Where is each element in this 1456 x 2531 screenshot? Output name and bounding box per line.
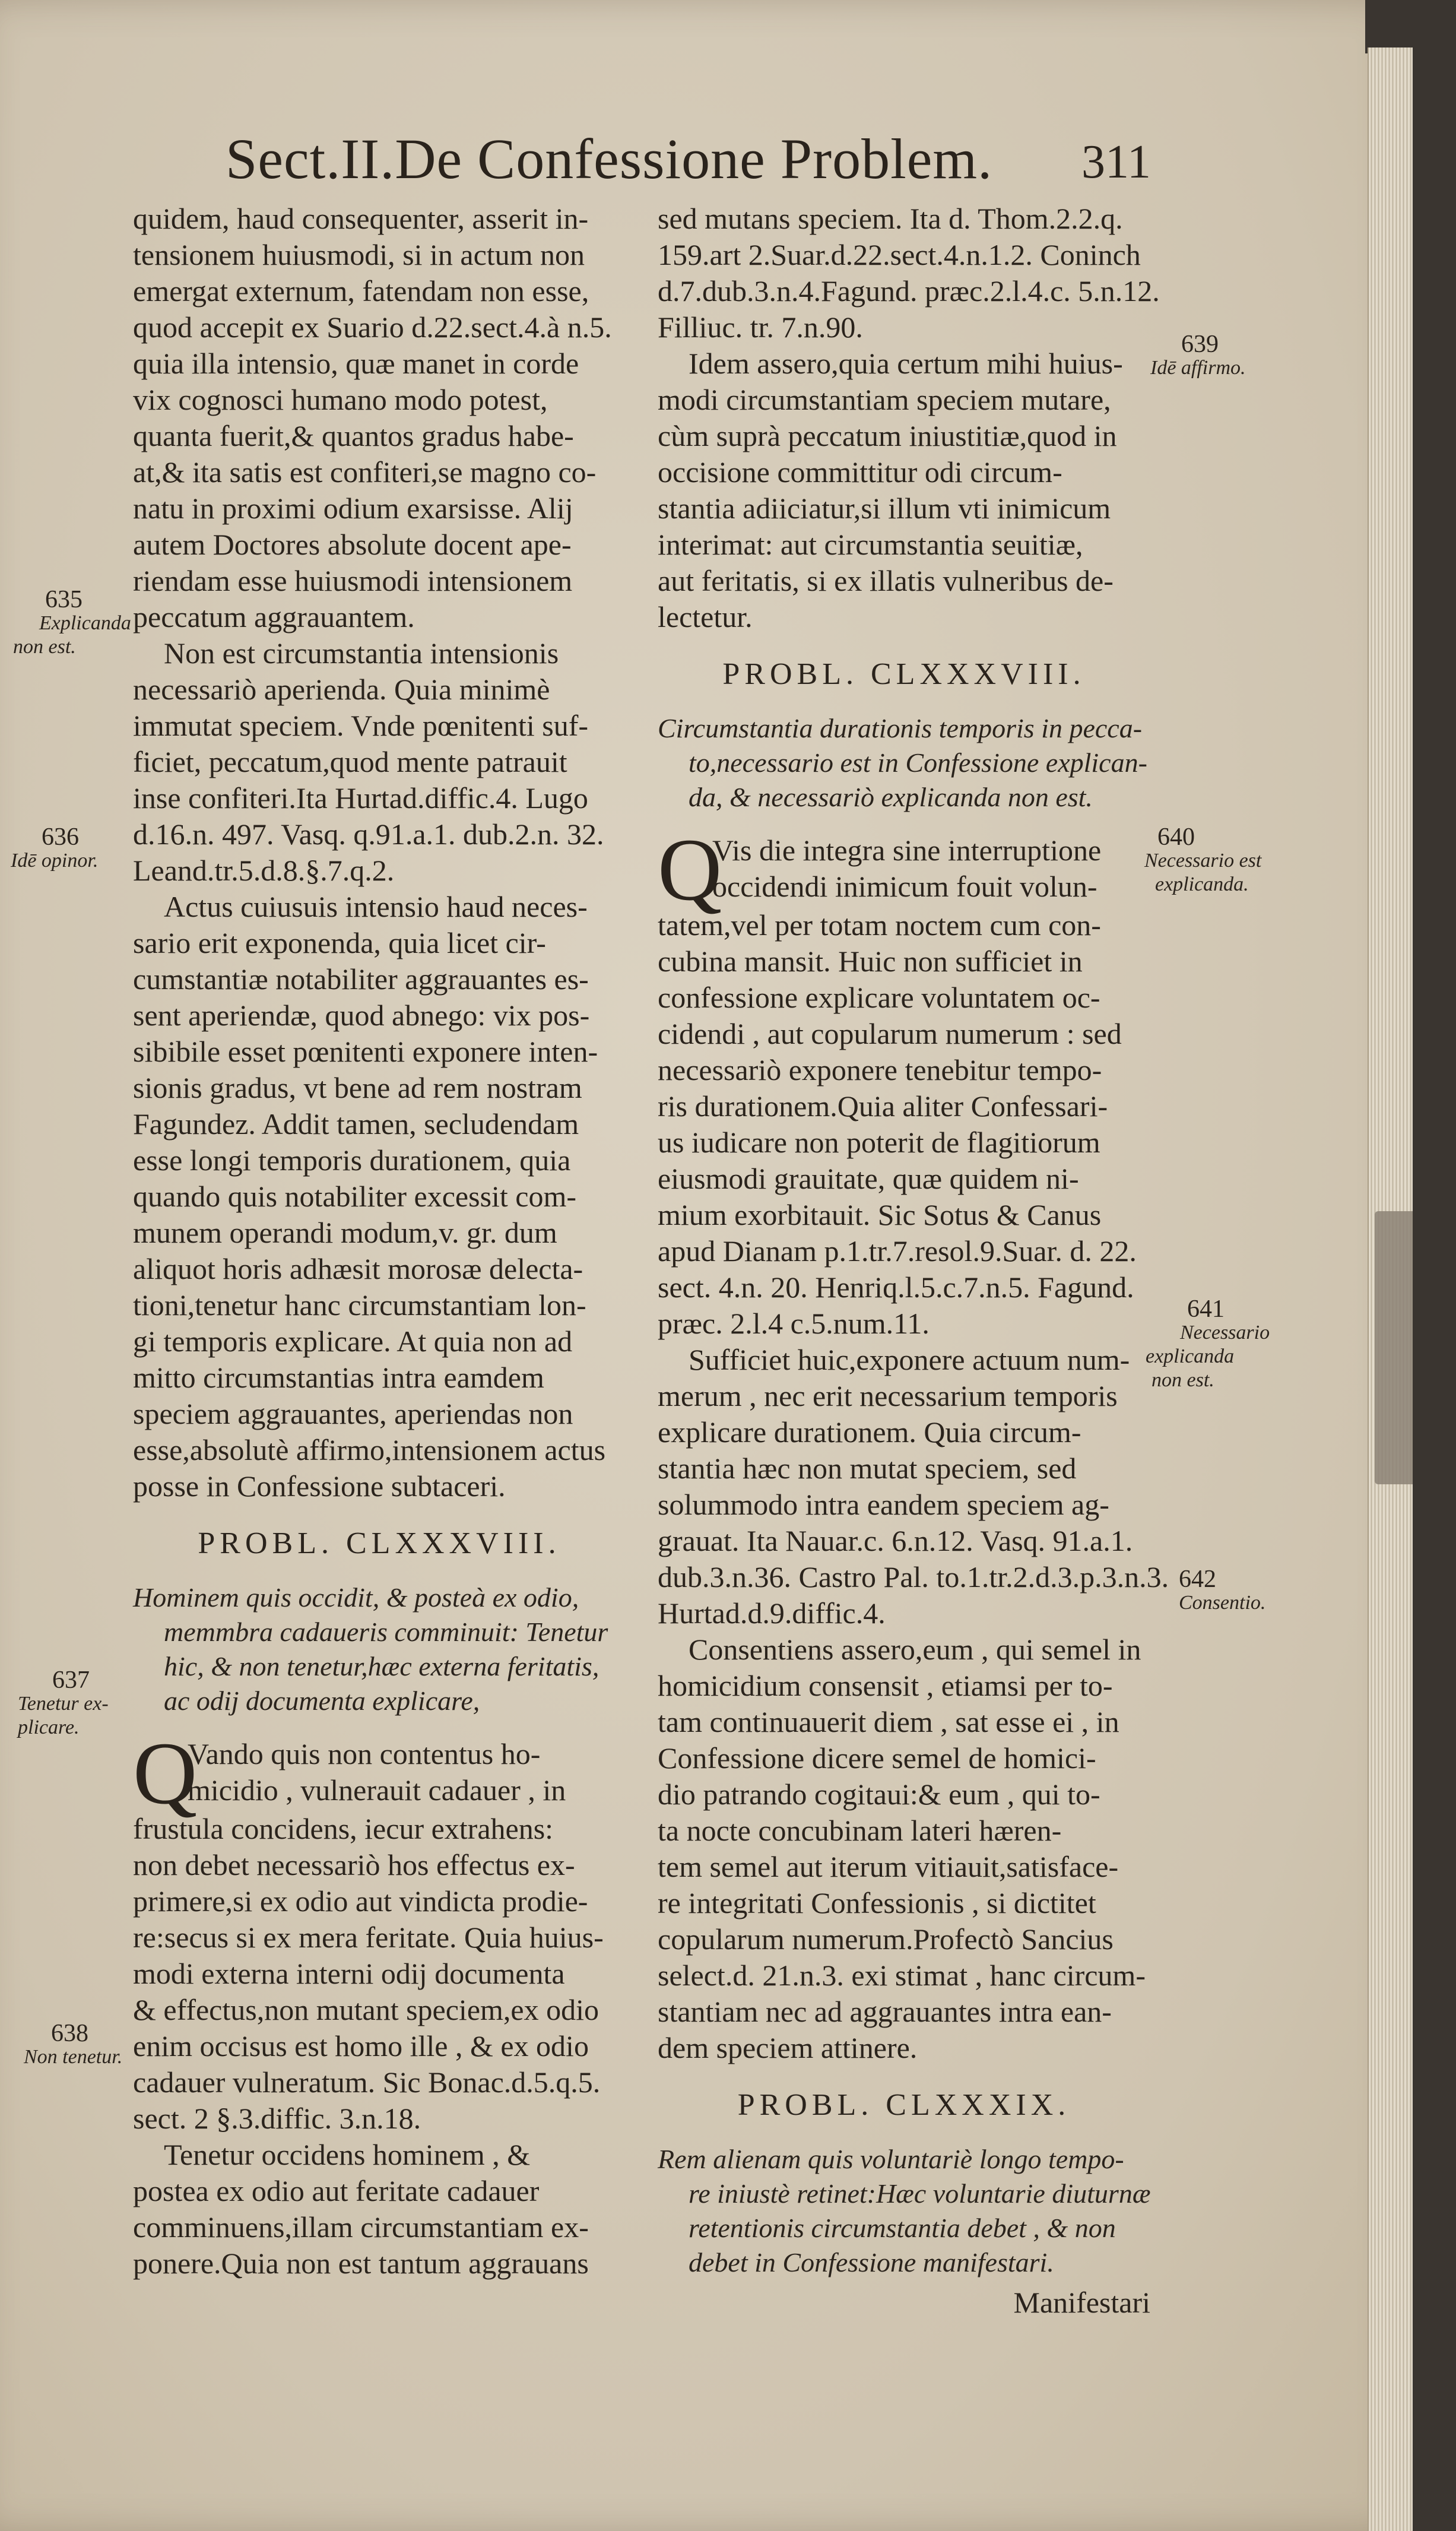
text-line: at,& ita satis est confiteri,se magno co- <box>133 455 597 489</box>
text-line: micidio , vulnerauit cadauer , in <box>188 1773 566 1807</box>
text-line: dio patrando cogitaui:& eum , qui to- <box>658 1778 1100 1811</box>
note-line: Idē opinor. <box>11 850 99 872</box>
text-line: cadauer vulneratum. Sic Bonac.d.5.q.5. <box>133 2066 601 2099</box>
summary-line: to,necessario est in Confessione explican- <box>689 747 1147 778</box>
text-line: quod accepit ex Suario d.22.sect.4.à n.5. <box>133 311 612 344</box>
summary-line: memmbra cadaueris comminuit: Tenetur <box>164 1617 608 1647</box>
text-line: Sufficiet huic,exponere actuum num- <box>689 1343 1130 1376</box>
text-line: stantiam nec ad aggrauantes intra ean- <box>658 1995 1112 2028</box>
margin-note-640 <box>1144 825 1261 897</box>
left-para-a <box>133 201 626 635</box>
note-line: Tenetur ex- <box>18 1693 109 1715</box>
summary-line: debet in Confessione manifestari. <box>689 2247 1054 2277</box>
text-line: primere,si ex odio aut vindicta prodie- <box>133 1884 588 1918</box>
text-line: cubina mansit. Huic non sufficiet in <box>658 945 1083 978</box>
text-line: solummodo intra eandem speciem ag- <box>658 1488 1109 1521</box>
text-line: occidendi inimicum fouit volun- <box>712 870 1097 903</box>
text-line: quia illa intensio, quæ manet in corde <box>133 347 579 380</box>
text-line: copularum numerum.Profectò Sancius <box>658 1922 1114 1956</box>
text-line: speciem aggrauantes, aperiendas non <box>133 1397 573 1430</box>
text-line: necessariò exponere tenebitur tempo- <box>658 1053 1102 1086</box>
text-line: emergat externum, fatendam non esse, <box>133 274 589 308</box>
text-line: ponere.Quia non est tantum aggrauans <box>133 2247 589 2280</box>
text-line: quidem, haud consequenter, asserit in- <box>133 202 589 235</box>
text-line: tensionem huiusmodi, si in actum non <box>133 238 585 271</box>
text-line: mitto circumstantias intra eamdem <box>133 1361 544 1394</box>
text-line: & effectus,non mutant speciem,ex odio <box>133 1993 599 2026</box>
text-line: explicare durationem. Quia circum- <box>658 1415 1081 1449</box>
page-number: 311 <box>1081 136 1152 188</box>
spacer <box>658 815 1150 832</box>
right-para-e <box>658 1632 1150 2066</box>
text-line: natu in proximi odium exarsisse. Alij <box>133 492 573 525</box>
text-line: dub.3.n.36. Castro Pal. to.1.tr.2.d.3.p.3.n.3. <box>658 1560 1169 1594</box>
text-line: Consentiens assero,eum , qui semel in <box>689 1633 1141 1666</box>
note-line: Necessario est <box>1144 850 1262 872</box>
note-number: 635 <box>45 586 83 613</box>
text-line: peccatum aggrauantem. <box>133 600 415 633</box>
text-line: tatem,vel per totam noctem cum con- <box>658 908 1101 942</box>
margin-note-636 <box>11 825 98 873</box>
problem-heading: PROBL. CLXXXIX. <box>737 2088 1071 2122</box>
note-line: Non tenetur. <box>24 2046 123 2068</box>
text-line: sect. 4.n. 20. Henriq.l.5.c.7.n.5. Fagund. <box>658 1271 1134 1304</box>
text-line: mium exorbitauit. Sic Sotus & Canus <box>658 1198 1102 1231</box>
note-line: Idē affirmo. <box>1150 357 1246 379</box>
text-line: autem Doctores absolute docent ape- <box>133 528 572 561</box>
problem-summary <box>658 2142 1150 2280</box>
text-line: postea ex odio aut feritate cadauer <box>133 2174 540 2207</box>
note-number: 641 <box>1187 1295 1225 1323</box>
note-number: 638 <box>51 2020 88 2047</box>
text-line: re:secus si ex mera feritate. Quia huius- <box>133 1921 604 1954</box>
text-line: cùm suprà peccatum iniustitiæ,quod in <box>658 419 1117 452</box>
note-number: 637 <box>52 1667 90 1694</box>
text-line: merum , nec erit necessarium temporis <box>658 1379 1118 1412</box>
text-line: apud Dianam p.1.tr.7.resol.9.Suar. d. 22. <box>658 1234 1137 1268</box>
text-line: ficiet, peccatum,quod mente patrauit <box>133 745 567 778</box>
note-line: explicanda <box>1146 1345 1235 1367</box>
right-column <box>658 201 1169 2321</box>
left-column <box>133 201 626 2282</box>
binding-strap <box>1375 1211 1413 1484</box>
right-para-b <box>658 346 1150 635</box>
problem-summary <box>133 1580 626 1718</box>
note-number: 642 <box>1179 1566 1216 1593</box>
text-line: munem operandi modum,v. gr. dum <box>133 1216 557 1249</box>
text-line: esse,absolutè affirmo,intensionem actus <box>133 1433 606 1466</box>
text-line: frustula concidens, iecur extrahens: <box>133 1812 554 1845</box>
text-line: re integritati Confessionis , si dictitet <box>658 1886 1096 1919</box>
text-line: immutat speciem. Vnde pœnitenti suf- <box>133 709 588 742</box>
text-line: necessariò aperienda. Quia minimè <box>133 673 550 706</box>
drop-capital: Q <box>658 821 722 919</box>
note-line: Consentio. <box>1179 1592 1266 1614</box>
text-line: Non est circumstantia intensionis <box>164 636 559 670</box>
right-para-a <box>658 201 1160 346</box>
text-line: comminuens,illam circumstantiam ex- <box>133 2210 589 2244</box>
right-para-d <box>658 1342 1169 1632</box>
text-line: modi circumstantiam speciem mutare, <box>658 383 1111 416</box>
text-line: sibibile esset pœnitenti exponere inten- <box>133 1035 598 1068</box>
text-line: eiusmodi grauitate, quæ quidem ni- <box>658 1162 1079 1195</box>
note-line: non est. <box>13 636 76 658</box>
text-line: grauat. Ita Nauar.c. 6.n.12. Vasq. 91.a.1. <box>658 1524 1133 1557</box>
text-line: Leand.tr.5.d.8.§.7.q.2. <box>133 854 395 887</box>
text-line: d.16.n. 497. Vasq. q.91.a.1. dub.2.n. 32. <box>133 818 604 851</box>
summary-line: hic, & non tenetur,hæc externa feritatis, <box>164 1651 599 1681</box>
running-head: Sect.II.De Confessione Problem. <box>226 127 993 191</box>
text-line: sario erit exponenda, quia licet cir- <box>133 926 546 959</box>
left-para-b <box>133 635 626 889</box>
text-line: cidendi , aut copularum numerum : sed <box>658 1017 1122 1050</box>
summary-line: Hominem quis occidit, & posteà ex odio, <box>133 1582 579 1613</box>
background-corner <box>1365 0 1413 53</box>
text-line: ta nocte concubinam lateri hæren- <box>658 1814 1062 1847</box>
left-para-d <box>133 1724 626 2137</box>
text-line: Vis die integra sine interruptione <box>712 834 1102 867</box>
summary-line: ac odij documenta explicare, <box>164 1686 480 1716</box>
note-line: plicare. <box>18 1716 80 1738</box>
catchword: Manifestari <box>1013 2286 1150 2319</box>
text-line: occisione committitur odi circum- <box>658 455 1062 489</box>
text-line: Vando quis non contentus ho- <box>188 1737 541 1770</box>
text-line: Fagundez. Addit tamen, secludendam <box>133 1107 579 1141</box>
text-line: Idem assero,quia certum mihi huius- <box>689 347 1123 380</box>
spacer <box>133 1718 626 1736</box>
text-line: homicidium consensit , etiamsi per to- <box>658 1669 1113 1702</box>
summary-line: re iniustè retinet:Hæc voluntarie diuturnæ <box>689 2178 1151 2209</box>
summary-line: da, & necessariò explicanda non est. <box>689 782 1093 812</box>
text-line: vix cognosci humano modo potest, <box>133 383 548 416</box>
note-line: non est. <box>1152 1369 1214 1391</box>
text-line: us iudicare non poterit de flagitiorum <box>658 1126 1100 1159</box>
text-line: lectetur. <box>658 600 753 633</box>
text-line: enim occisus est homo ille , & ex odio <box>133 2029 589 2063</box>
text-line: riendam esse huiusmodi intensionem <box>133 564 573 597</box>
text-line: dem speciem attinere. <box>658 2031 918 2064</box>
text-line: quando quis notabiliter excessit com- <box>133 1180 577 1213</box>
drop-capital: Q <box>133 1724 198 1823</box>
text-line: aut feritatis, si ex illatis vulneribus de- <box>658 564 1114 597</box>
note-line: explicanda. <box>1155 873 1249 895</box>
text-line: tioni,tenetur hanc circumstantiam lon- <box>133 1288 586 1322</box>
text-line: Hurtad.d.9.diffic.4. <box>658 1596 886 1630</box>
text-line: d.7.dub.3.n.4.Fagund. præc.2.l.4.c. 5.n.12. <box>658 274 1160 308</box>
text-line: aliquot horis adhæsit morosæ delecta- <box>133 1252 583 1285</box>
text-line: Filliuc. tr. 7.n.90. <box>658 311 863 344</box>
text-line: sionis gradus, vt bene ad rem nostram <box>133 1071 582 1104</box>
problem-heading: PROBL. CLXXXVIII. <box>198 1526 561 1560</box>
note-number: 636 <box>42 823 79 851</box>
summary-line: retentionis circumstantia debet , & non <box>689 2213 1116 2243</box>
text-line: select.d. 21.n.3. exi stimat , hanc circum- <box>658 1959 1146 1992</box>
text-line: stantia hæc non mutat speciem, sed <box>658 1452 1077 1485</box>
problem-summary <box>658 711 1150 815</box>
text-line: cumstantiæ notabiliter aggrauantes es- <box>133 962 589 996</box>
text-line: posse in Confessione subtaceri. <box>133 1469 506 1503</box>
right-para-c <box>658 821 1150 1342</box>
text-line: confessione explicare voluntatem oc- <box>658 981 1100 1014</box>
text-line: esse longi temporis durationem, quia <box>133 1143 571 1177</box>
text-line: non debet necessariò hos effectus ex- <box>133 1848 575 1881</box>
text-line: Tenetur occidens hominem , & <box>164 2138 531 2171</box>
margin-note-635 <box>13 588 131 659</box>
text-line: 159.art 2.Suar.d.22.sect.4.n.1.2. Coninch <box>658 238 1141 271</box>
text-line: stantia adiiciatur,si illum vti inimicum <box>658 492 1111 525</box>
text-line: tem semel aut iterum vitiauit,satisface- <box>658 1850 1119 1883</box>
note-number: 640 <box>1157 823 1195 851</box>
left-para-c <box>133 889 626 1504</box>
text-line: inse confiteri.Ita Hurtad.diffic.4. Lugo <box>133 781 588 815</box>
note-line: Necessario <box>1180 1322 1270 1344</box>
text-line: sect. 2 §.3.diffic. 3.n.18. <box>133 2102 421 2135</box>
text-line: interimat: aut circumstantia seuitiæ, <box>658 528 1083 561</box>
text-line: ris durationem.Quia aliter Confessari- <box>658 1089 1108 1123</box>
left-para-e <box>133 2137 626 2282</box>
text-line: gi temporis explicare. At quia non ad <box>133 1325 573 1358</box>
text-line: sed mutans speciem. Ita d. Thom.2.2.q. <box>658 202 1123 235</box>
problem-heading: PROBL. CLXXXVIII. <box>722 657 1086 691</box>
text-line: quanta fuerit,& quantos gradus habe- <box>133 419 574 452</box>
note-line: Explicanda <box>39 612 131 634</box>
summary-line: Rem alienam quis voluntariè longo tempo- <box>658 2144 1124 2174</box>
note-number: 639 <box>1181 331 1219 358</box>
margin-note-642 <box>1179 1567 1265 1615</box>
text-line: sent aperiendæ, quod abnego: vix pos- <box>133 999 590 1032</box>
text-line: præc. 2.l.4 c.5.num.11. <box>658 1307 930 1340</box>
text-line: Confessione dicere semel de homici- <box>658 1741 1096 1775</box>
margin-note-639 <box>1150 332 1246 380</box>
text-line: Actus cuiusuis intensio haud neces- <box>164 890 588 923</box>
text-line: modi externa interni odij documenta <box>133 1957 565 1990</box>
summary-line: Circumstantia durationis temporis in pecca- <box>658 713 1143 743</box>
margin-note-638 <box>24 2022 122 2069</box>
text-line: tam continuauerit diem , sat esse ei , in <box>658 1705 1119 1738</box>
margin-note-641 <box>1146 1297 1270 1392</box>
margin-note-637 <box>18 1668 109 1740</box>
